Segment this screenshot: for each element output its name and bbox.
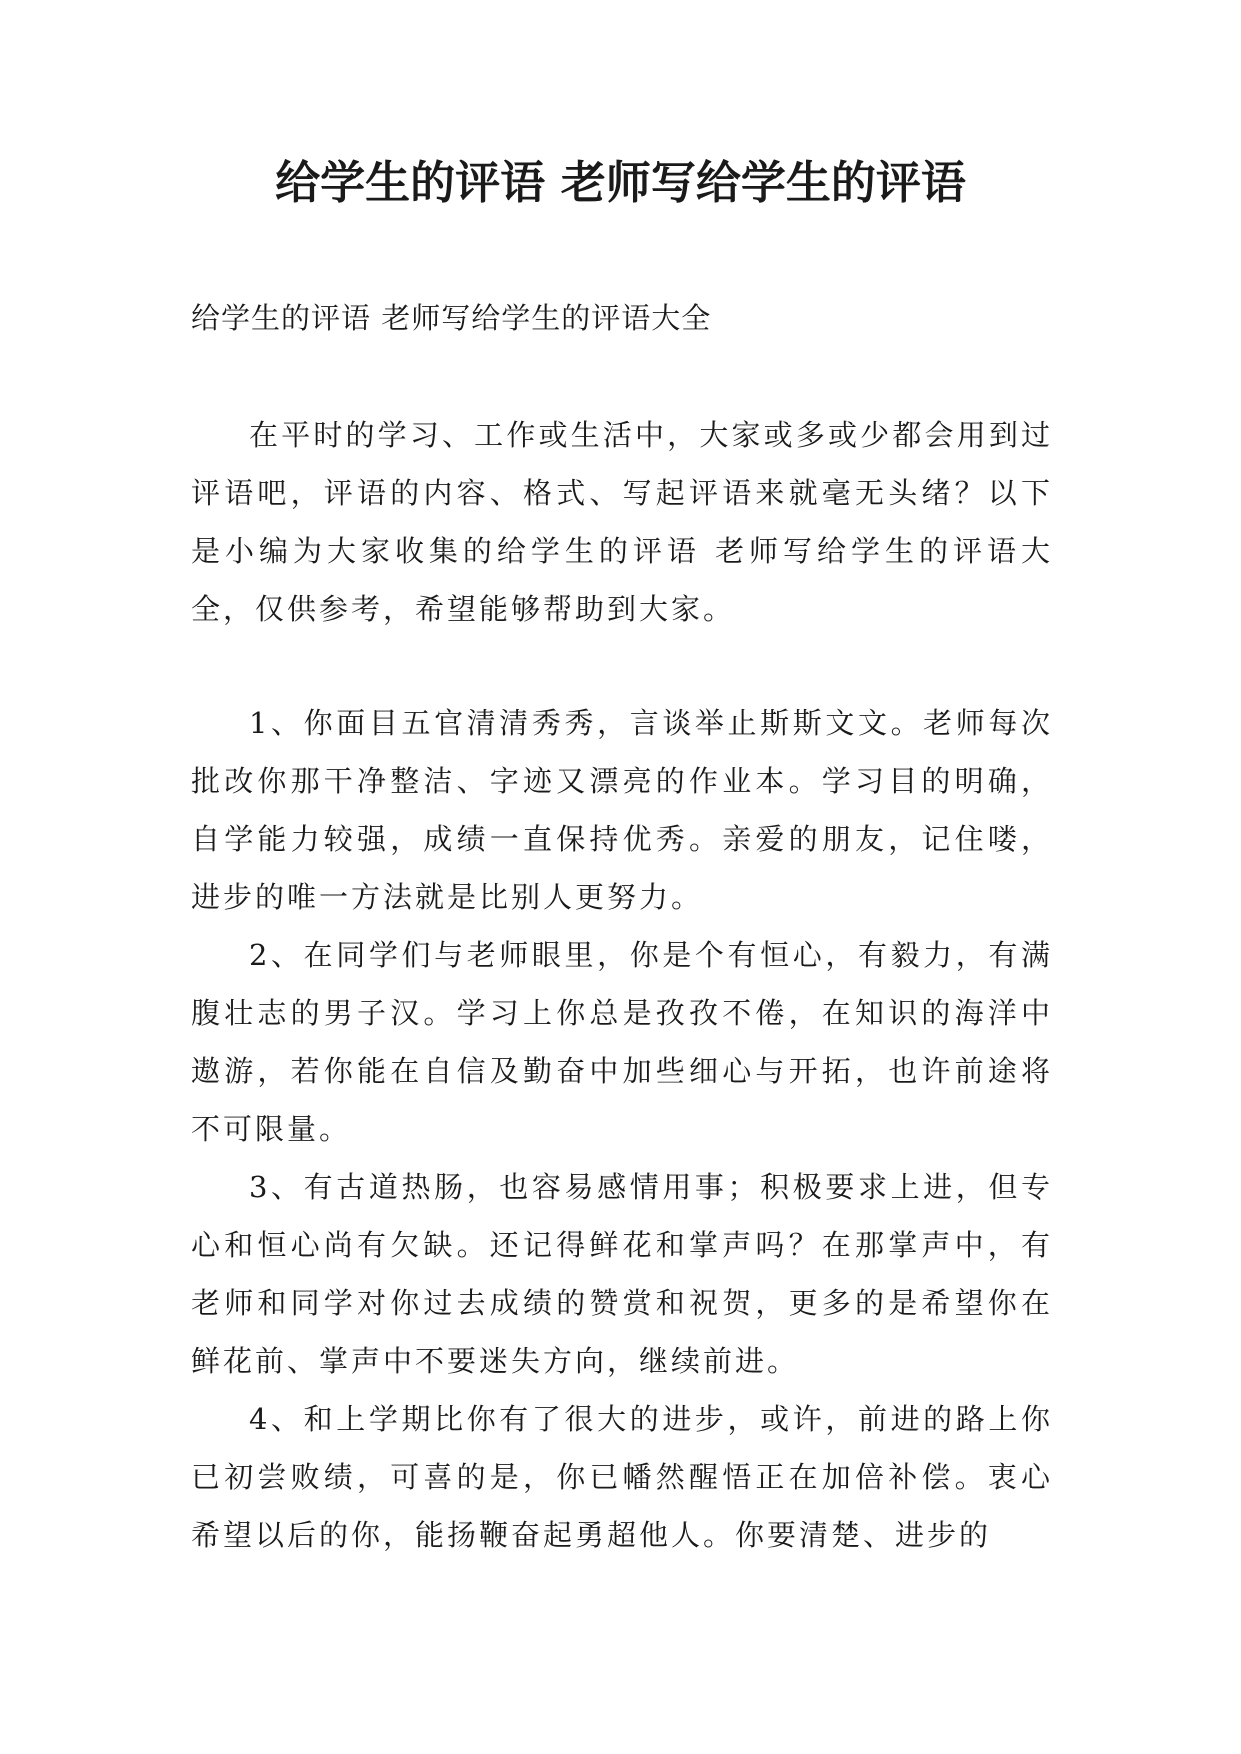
comment-paragraph-2: 2、在同学们与老师眼里，你是个有恒心，有毅力，有满腹壮志的男子汉。学习上你总是孜孜不倦，在知识的海洋中遨游，若你能在自信及勤奋中加些细心与开拓，也许前途将不可限量。 (191, 938, 1053, 1146)
comment-paragraph-3: 3、有古道热肠，也容易感情用事；积极要求上进，但专心和恒心尚有欠缺。还记得鲜花和掌声吗？在那掌声中，有老师和同学对你过去成绩的赞赏和祝贺，更多的是希望你在鲜花前、掌声中不要迷失方向，继续前进。 (191, 1170, 1053, 1378)
document-title: 给学生的评语 老师写给学生的评语 (275, 156, 966, 209)
intro-paragraph: 在平时的学习、工作或生活中，大家或多或少都会用到过评语吧，评语的内容、格式、写起评语来就毫无头绪？以下是小编为大家收集的给学生的评语 老师写给学生的评语大全，仅供参考，希望能够帮助到大家。 (191, 418, 1053, 626)
document-subtitle: 给学生的评语 老师写给学生的评语大全 (191, 301, 712, 335)
comment-paragraph-4: 4、和上学期比你有了很大的进步，或许，前进的路上你已初尝败绩，可喜的是，你已幡然醒悟正在加倍补偿。衷心希望以后的你，能扬鞭奋起勇超他人。你要清楚、进步的 (191, 1402, 1053, 1552)
comment-paragraph-1: 1、你面目五官清清秀秀，言谈举止斯斯文文。老师每次批改你那干净整洁、字迹又漂亮的作业本。学习目的明确，自学能力较强，成绩一直保持优秀。亲爱的朋友，记住喽，进步的唯一方法就是比别人更努力。 (191, 706, 1053, 914)
